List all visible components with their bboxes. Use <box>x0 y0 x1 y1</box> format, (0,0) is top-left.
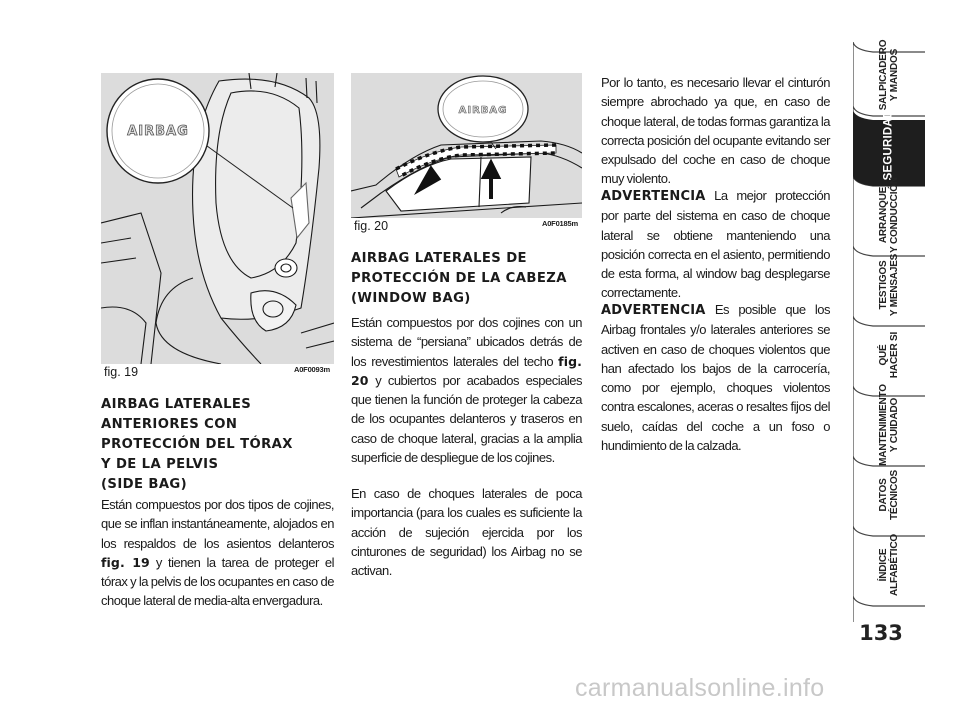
figure-reference: fig. 19 <box>101 554 150 570</box>
heading-line: PROTECCIÓN DEL TÓRAX <box>101 437 293 452</box>
figure-20-code: A0F0185m <box>542 219 578 228</box>
side-tab-label-line: HACER SI <box>889 331 900 379</box>
side-tab-label-line: QUÉ <box>878 344 889 366</box>
warning-2 <box>601 300 830 455</box>
car-window-illustration <box>351 73 582 218</box>
watermark: carmanualsonline.info <box>575 674 825 702</box>
side-tab-label-line: Y CUIDADO <box>889 397 900 453</box>
side-tab-label <box>878 177 900 253</box>
figure-19 <box>101 73 334 364</box>
side-tab-label-line: TÉCNICOS <box>889 469 900 521</box>
warning-label: ADVERTENCIA <box>601 303 706 318</box>
airbag-label: AIRBAG <box>458 105 508 116</box>
side-tab[interactable] <box>853 322 925 388</box>
side-tab-label <box>878 384 900 466</box>
body-text: Están compuestos por dos cojines con un sistema de “persiana” ubicados detrás de los revestimientos laterales del techo <box>351 315 582 369</box>
side-tab[interactable] <box>853 384 925 466</box>
side-navigation <box>853 39 925 602</box>
side-tab[interactable] <box>853 39 925 111</box>
side-tab-label-line: SEGURIDAD <box>882 109 895 181</box>
warning-label: ADVERTENCIA <box>601 189 706 204</box>
side-tab-label-line: Y MENSAJES <box>889 253 900 317</box>
body-text: y cubiertos por acabados especiales que tienen la función de proteger la cabeza de los ocupantes delanteros y traseros en caso de choque lateral, gracias a la amplia superficie de despliegue de los cojines. <box>351 372 582 466</box>
heading-line: PROTECCIÓN DE LA CABEZA <box>351 271 567 286</box>
side-tab-label <box>878 470 900 520</box>
heading-line: Y DE LA PELVIS <box>101 457 219 472</box>
side-tab-label <box>884 110 895 181</box>
body-text: Están compuestos por dos tipos de cojines, que se inflan instantáneamente, alojados en los respaldos de los asientos delanteros <box>101 497 334 551</box>
side-tab-label-line: Y CONDUCCIÓN <box>889 177 900 253</box>
side-tab-label <box>878 40 900 111</box>
figure-20-caption: fig. 20 <box>354 219 389 233</box>
figure-19-caption: fig. 19 <box>104 365 139 379</box>
column-3-intro: Por lo tanto, es necesario llevar el cinturón siempre abrochado ya que, en caso de choque lateral, de todas formas garantiza la correcta posición del ocupante evitando ser expulsado del coche en caso de choque muy violento. <box>601 75 830 187</box>
warning-text: Es posible que los Airbag frontales y/o laterales anteriores se activen en caso de choques violentos que han afectado los bajos de la carrocería, como por ejemplo, choques violentos contra escalones, aceras o resaltes fijos del suelo, caídas del coche a un foso o hundimiento de la calzada. <box>601 302 830 454</box>
page-number: 133 <box>859 621 903 645</box>
heading-line: (WINDOW BAG) <box>351 291 471 306</box>
warning-text: La mejor protección por parte del sistema en caso de choque lateral se obtiene manteniendo una posición correcta en el asiento, permitiendo de esta forma, al window bag desplegarse correctamente. <box>601 188 830 301</box>
heading-line: AIRBAG LATERALES <box>101 397 252 412</box>
figure-19-code: A0F0093m <box>294 365 330 374</box>
section-1-body <box>101 495 334 611</box>
side-tab-label <box>878 254 900 316</box>
side-tab-label-line: DATOS <box>878 478 889 512</box>
side-tab-label-line: MANTENIMIENTO <box>878 384 889 466</box>
section-2-body <box>351 313 582 467</box>
body-text: y tienen la tarea de proteger el tórax y la pelvis de los ocupantes en caso de choque lateral de media-alta envergadura. <box>101 554 334 609</box>
side-tab-label-line: ALFABÉTICO <box>889 534 900 596</box>
side-tab-label-line: Y MANDOS <box>889 48 900 102</box>
side-tab[interactable] <box>853 109 925 181</box>
section-1-heading <box>101 395 293 495</box>
heading-line: AIRBAG LATERALES DE <box>351 251 527 266</box>
side-tab[interactable] <box>853 252 925 318</box>
heading-line: ANTERIORES CON <box>101 417 238 432</box>
side-tab-label-line: TESTIGOS <box>878 260 889 310</box>
side-tab[interactable] <box>853 532 925 598</box>
heading-line: (SIDE BAG) <box>101 477 188 492</box>
side-tab[interactable] <box>853 177 925 253</box>
airbag-label: AIRBAG <box>127 124 189 139</box>
side-tab-label <box>878 332 900 378</box>
seat-illustration <box>101 73 334 364</box>
figure-reference: fig. 20 <box>351 353 582 388</box>
side-tab[interactable] <box>853 462 925 528</box>
side-tab-label <box>878 534 900 596</box>
warning-1 <box>601 186 830 303</box>
section-2-heading <box>351 249 567 309</box>
side-tab-label-line: ÍNDICE <box>878 548 889 582</box>
side-tab-label-line: ARRANQUE <box>878 186 889 244</box>
figure-20 <box>351 73 582 218</box>
section-2-note: En caso de choques laterales de poca importancia (para los cuales es suficiente la acción de sujeción ejercida por los cinturones de seguridad) los Airbag no se activan. <box>351 486 582 579</box>
side-tab-label-line: SALPICADERO <box>878 39 889 111</box>
